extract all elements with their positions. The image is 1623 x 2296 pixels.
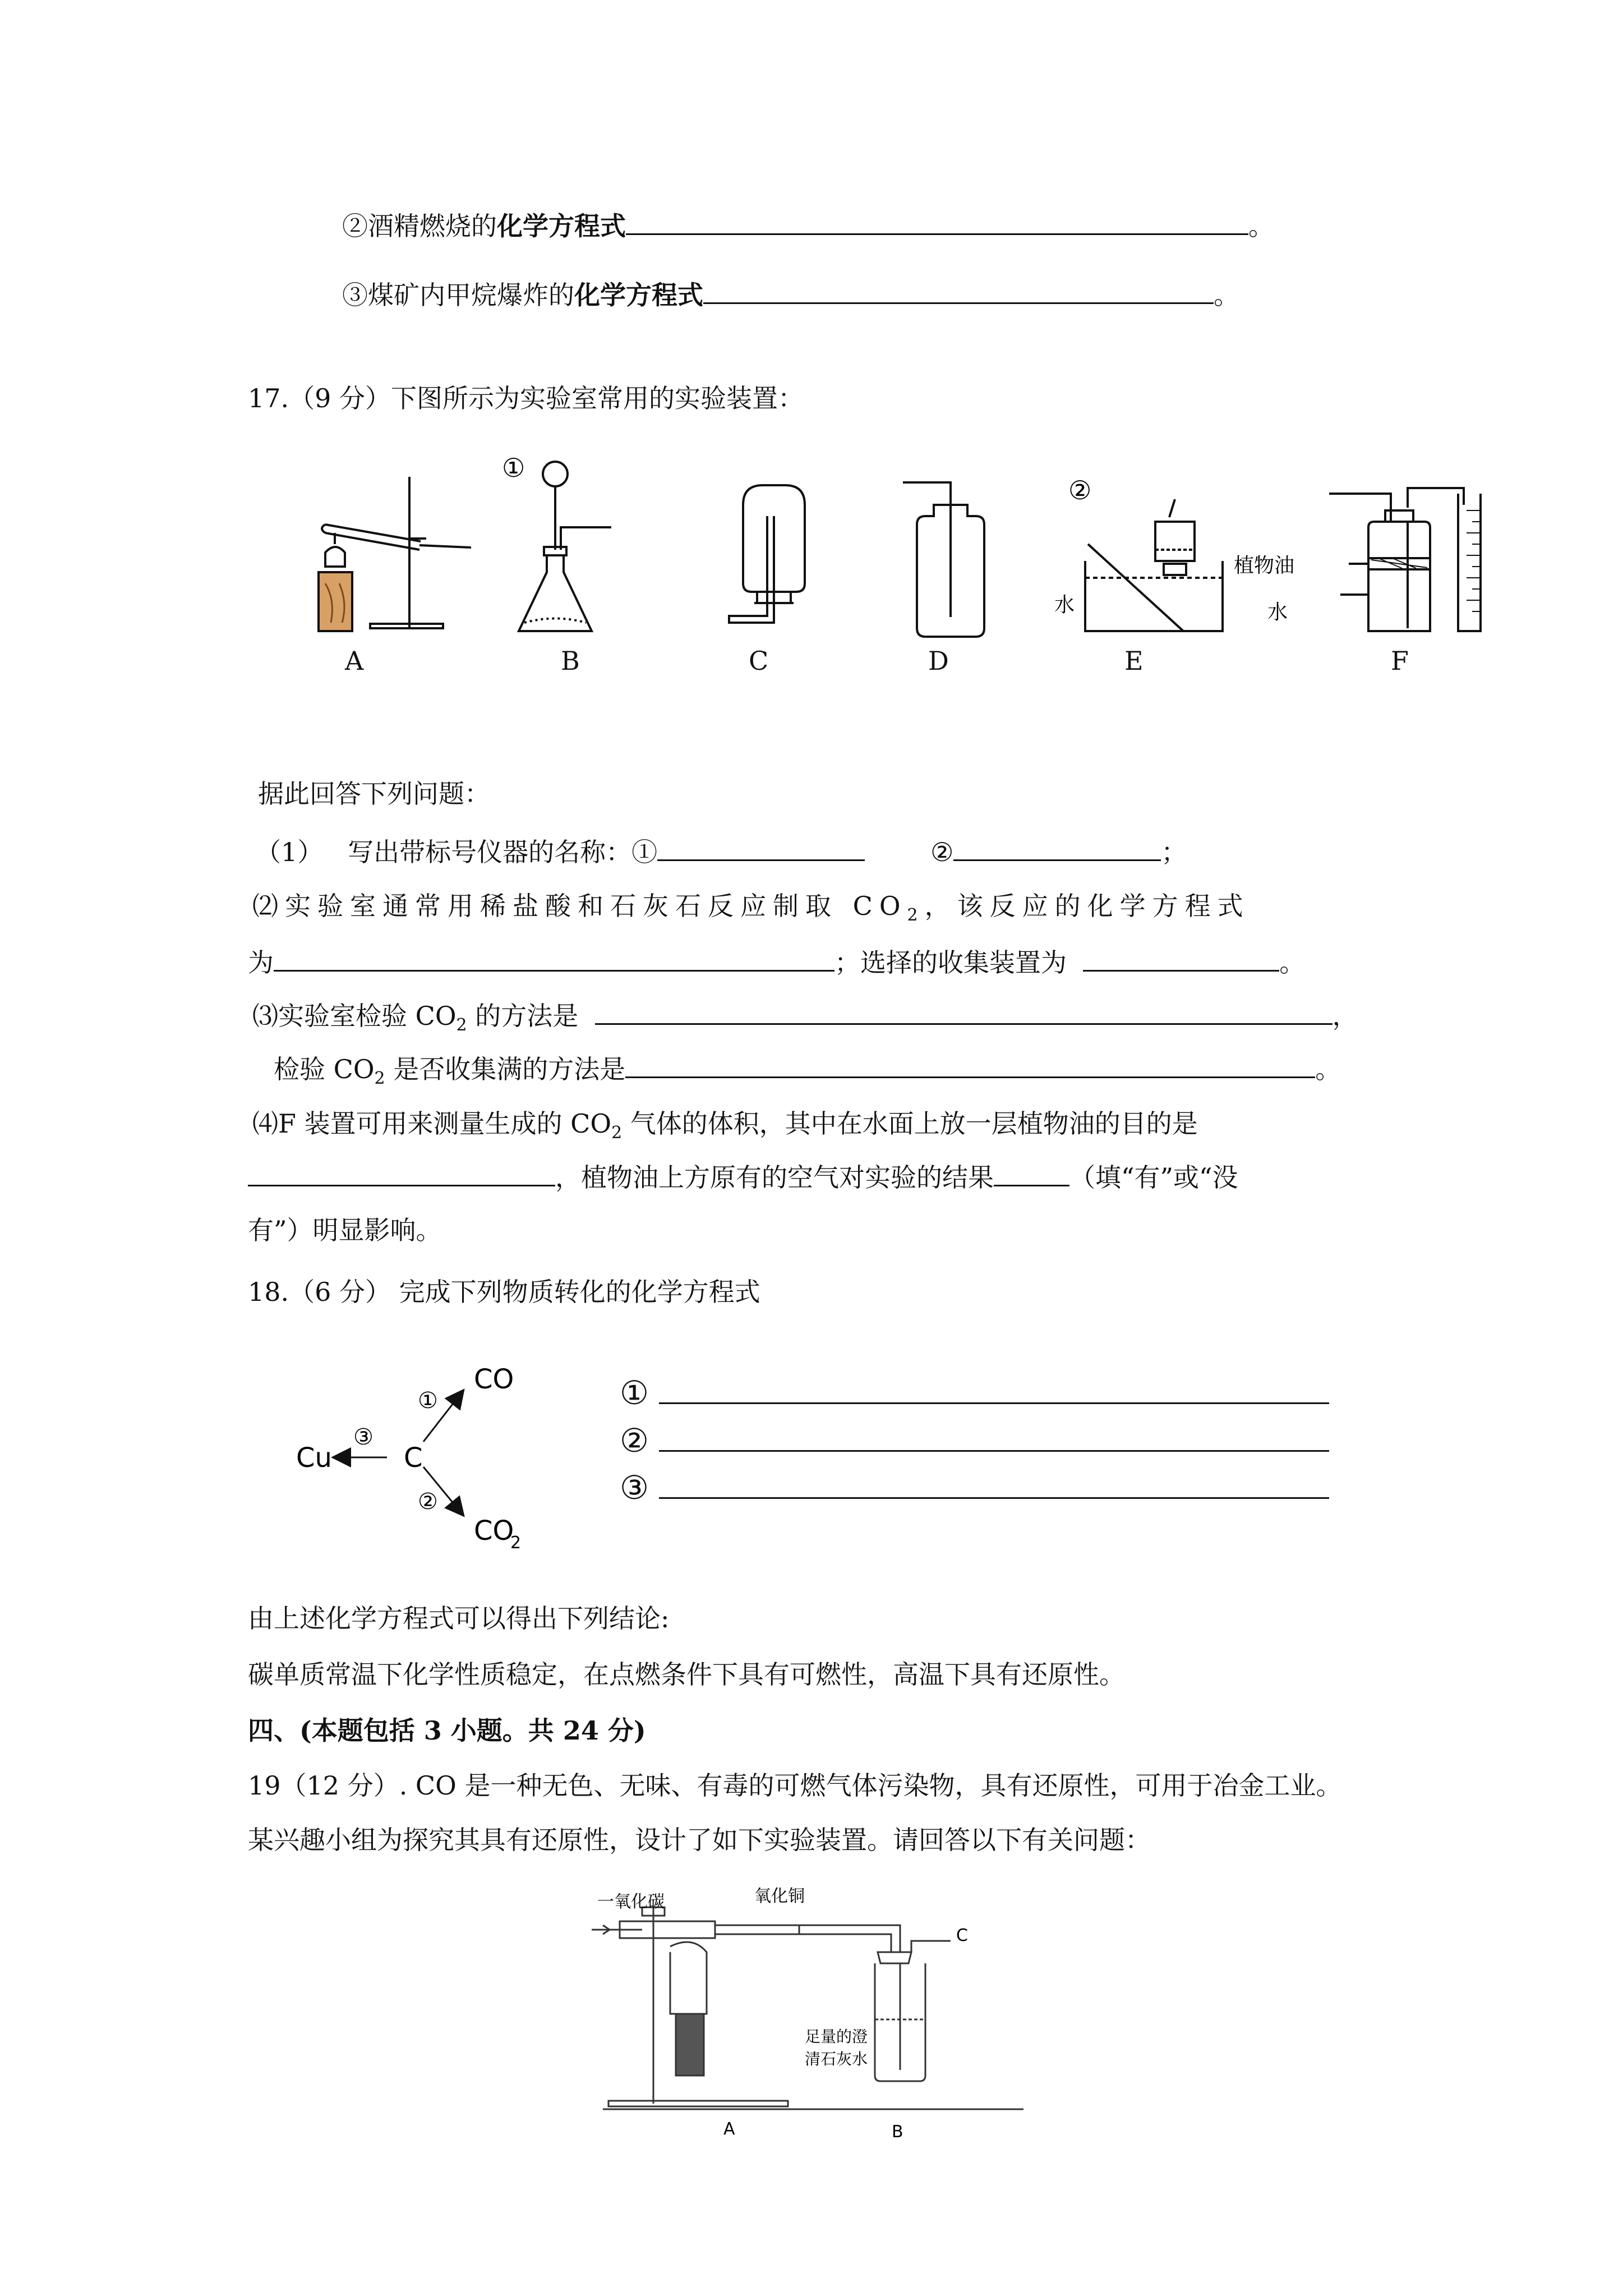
apparatus-label-e: E bbox=[1124, 646, 1144, 676]
arrow-2-label: ② bbox=[418, 1489, 438, 1515]
q17-part2-line1 bbox=[252, 889, 1250, 932]
label-apparatus-b: B bbox=[892, 2122, 903, 2142]
answer-blank-17-3a[interactable] bbox=[595, 999, 1332, 1025]
q17-part2-text: ⑵实验室通常用稀盐酸和石灰石反应制取 CO bbox=[252, 891, 907, 921]
answer-blank-17-4b[interactable] bbox=[994, 1160, 1069, 1186]
label-water-f: 水 bbox=[1267, 601, 1288, 624]
q17-part4-line2-mid: ，植物油上方原有的空气对实验的结果 bbox=[555, 1162, 994, 1193]
q17-part2-end: ，该反应的化学方程式 bbox=[924, 891, 1250, 921]
q17-part3-line2-text: 检验 CO bbox=[274, 1054, 375, 1084]
answer-blank-17-1b[interactable] bbox=[953, 835, 1161, 861]
apparatus-d bbox=[903, 482, 984, 637]
q17-part4-end: 气体的体积，其中在水面上放一层植物油的目的是 bbox=[622, 1108, 1198, 1139]
q16-item2-end: 。 bbox=[1248, 211, 1274, 241]
q17-part4-sub: 2 bbox=[611, 1123, 623, 1143]
q17-part3-punct: ， bbox=[1332, 1001, 1358, 1031]
q19-line1: 19（12 分）. CO 是一种无色、无味、有毒的可燃气体污染物，具有还原性，可用于冶金工业。 bbox=[248, 1770, 1342, 1801]
apparatus-c bbox=[729, 485, 805, 623]
q17-part2-line2-end: 。 bbox=[1279, 947, 1306, 978]
answer-blank-17-3b[interactable] bbox=[625, 1052, 1315, 1078]
apparatus-f bbox=[1329, 488, 1481, 631]
q18-conclusion-intro: 由上述化学方程式可以得出下列结论: bbox=[248, 1603, 670, 1634]
q17-part1 bbox=[255, 835, 1187, 869]
section-4-heading: 四、(本题包括 3 小题。共 24 分) bbox=[248, 1715, 646, 1746]
node-co2-sub: 2 bbox=[510, 1533, 522, 1553]
answer-blank-17-1a[interactable] bbox=[657, 835, 865, 861]
q17-part1-text: 写出带标号仪器的名称：① bbox=[348, 837, 658, 867]
q17-part3-line2-punct: 。 bbox=[1315, 1054, 1341, 1084]
q18-blank-marker-1: ① bbox=[620, 1374, 649, 1412]
apparatus-label-a: A bbox=[345, 646, 364, 676]
q18-blank-marker-2: ② bbox=[620, 1421, 649, 1460]
answer-blank-16-2[interactable] bbox=[626, 209, 1248, 235]
q17-title: 17.（9 分）下图所示为实验室常用的实验装置： bbox=[248, 383, 804, 413]
arrow-3-label: ③ bbox=[353, 1424, 374, 1450]
q18-blank-row-3 bbox=[620, 1469, 1329, 1507]
answer-blank-16-3[interactable] bbox=[703, 278, 1214, 304]
node-co2: CO bbox=[474, 1515, 514, 1547]
q18-title: 18.（6 分） 完成下列物质转化的化学方程式 bbox=[248, 1277, 760, 1307]
apparatus-b bbox=[519, 462, 611, 631]
label-limewater-2: 清石灰水 bbox=[805, 2050, 868, 2068]
q17-part1-end: ； bbox=[1161, 837, 1187, 867]
apparatus-a bbox=[319, 477, 471, 631]
q17-part3-end: 的方法是 bbox=[467, 1001, 579, 1031]
q16-item3-end: 。 bbox=[1214, 280, 1239, 310]
apparatus-label-b: B bbox=[561, 646, 580, 676]
label-water-e: 水 bbox=[1054, 593, 1075, 616]
q17-part3-text: ⑶实验室检验 CO bbox=[252, 1001, 457, 1031]
label-vegetable-oil: 植物油 bbox=[1234, 554, 1295, 577]
node-c: C bbox=[404, 1442, 423, 1474]
q18-blank-marker-3: ③ bbox=[620, 1469, 649, 1507]
q16-item3 bbox=[342, 278, 1239, 312]
q16-item3-bold: 化学方程式 bbox=[574, 280, 703, 310]
q17-part1-number: （1） bbox=[255, 837, 324, 867]
answer-blank-18-3[interactable] bbox=[659, 1473, 1329, 1499]
answer-blank-18-2[interactable] bbox=[659, 1425, 1329, 1452]
q19-line2: 某兴趣小组为探究其具有还原性，设计了如下实验装置。请回答以下有关问题： bbox=[248, 1825, 1151, 1855]
q17-part2-line2 bbox=[248, 945, 1305, 979]
apparatus-label-c: C bbox=[749, 646, 769, 676]
q17-part4-line2 bbox=[248, 1160, 1238, 1194]
node-cu: Cu bbox=[296, 1442, 332, 1474]
q18-transformation-diagram bbox=[286, 1346, 634, 1565]
label-limewater-1: 足量的澄 bbox=[805, 2027, 868, 2046]
label-apparatus-a: A bbox=[723, 2119, 735, 2139]
q17-part2-line2-start: 为 bbox=[248, 947, 274, 978]
q16-item2-bold: 化学方程式 bbox=[497, 211, 626, 241]
q17-part3-line1 bbox=[252, 999, 1358, 1042]
q17-part2-line2-mid: ；选择的收集装置为 bbox=[834, 947, 1067, 978]
q17-part4-line1 bbox=[252, 1107, 1198, 1150]
marker-2: ② bbox=[1068, 475, 1092, 505]
apparatus-label-d: D bbox=[928, 646, 949, 676]
apparatus-e bbox=[1085, 499, 1223, 631]
label-carbon-monoxide: 一氧化碳 bbox=[597, 1892, 665, 1912]
answer-blank-18-1[interactable] bbox=[659, 1378, 1329, 1404]
answer-blank-17-4a[interactable] bbox=[248, 1160, 555, 1186]
q17-part4-text: ⑷F 装置可用来测量生成的 CO bbox=[252, 1108, 612, 1139]
answer-blank-17-2a[interactable] bbox=[274, 945, 834, 972]
q18-blank-row-2 bbox=[620, 1421, 1329, 1460]
q16-item3-text: ③煤矿内甲烷爆炸的 bbox=[342, 280, 574, 310]
q17-part3-line2-end: 是否收集满的方法是 bbox=[385, 1054, 626, 1084]
q17-intro: 据此回答下列问题： bbox=[258, 779, 490, 809]
q17-part2-sub: 2 bbox=[907, 905, 925, 926]
marker-1: ① bbox=[502, 453, 525, 483]
q16-item2-text: ②酒精燃烧的 bbox=[342, 211, 497, 241]
arrow-1-label: ① bbox=[418, 1388, 438, 1414]
q17-part4-line3: 有”）明显影响。 bbox=[248, 1215, 442, 1245]
q17-apparatus-figure bbox=[241, 443, 1503, 668]
q17-part3-sub: 2 bbox=[456, 1015, 467, 1036]
q19-apparatus-figure bbox=[586, 1885, 1046, 2148]
q16-item2 bbox=[342, 209, 1274, 243]
q17-part3-line2 bbox=[274, 1052, 1341, 1096]
q17-part4-line2-end: （填“有”或“没 bbox=[1069, 1162, 1238, 1193]
q18-conclusion: 碳单质常温下化学性质稳定，在点燃条件下具有可燃性，高温下具有还原性。 bbox=[248, 1659, 1125, 1690]
label-outlet-c: C bbox=[956, 1926, 968, 1945]
q17-part3-line2-sub: 2 bbox=[374, 1069, 385, 1089]
apparatus-label-f: F bbox=[1391, 646, 1409, 676]
q17-part1-mid: ② bbox=[930, 837, 954, 867]
q18-blank-row-1 bbox=[620, 1376, 1329, 1410]
node-co: CO bbox=[474, 1364, 514, 1395]
answer-blank-17-2b[interactable] bbox=[1083, 945, 1279, 972]
label-copper-oxide: 氧化铜 bbox=[754, 1887, 805, 1906]
